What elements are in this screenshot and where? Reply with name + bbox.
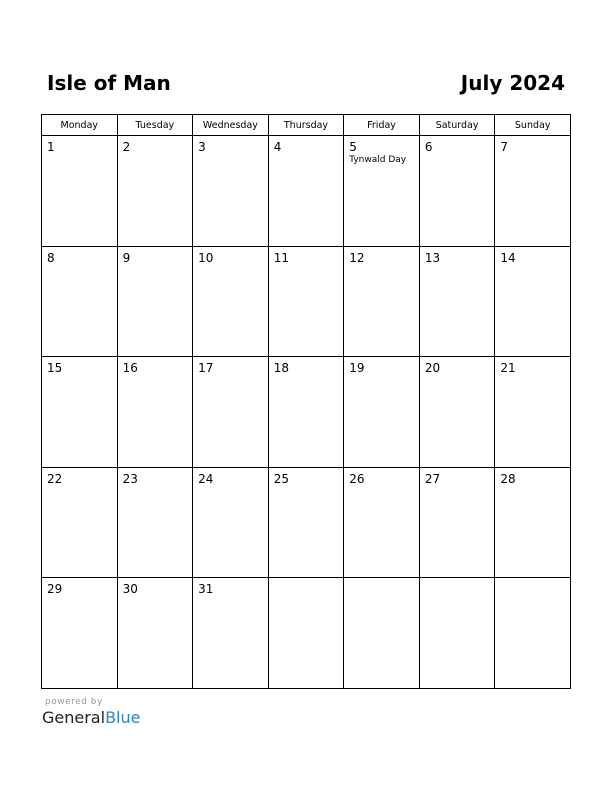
- day-number: 23: [122, 471, 138, 486]
- week-row-2: [42, 246, 571, 357]
- day-number: 2: [122, 140, 131, 154]
- weekday-thursday: Thursday: [268, 115, 344, 136]
- weekday-header-row: [42, 115, 571, 136]
- day-number: 18: [273, 361, 289, 376]
- day-cell: [193, 467, 269, 578]
- day-cell: [495, 136, 571, 247]
- day-cell: [42, 467, 118, 578]
- weekday-sunday: Sunday: [495, 115, 571, 136]
- week-row-1: [42, 136, 571, 247]
- day-number: 10: [198, 250, 214, 265]
- day-cell: [193, 246, 269, 357]
- day-cell: [117, 246, 193, 357]
- weekday-friday: Friday: [344, 115, 420, 136]
- empty-day-cell: [419, 578, 495, 689]
- day-cell: [268, 136, 344, 247]
- day-number: 28: [500, 471, 516, 486]
- day-cell: [344, 246, 420, 357]
- day-cell: [344, 467, 420, 578]
- brand-text-blue: Blue: [105, 708, 141, 727]
- day-cell: [117, 467, 193, 578]
- day-number: 29: [47, 582, 63, 597]
- weekday-monday: Monday: [42, 115, 118, 136]
- calendar-grid: [41, 114, 571, 689]
- empty-day-cell: [268, 578, 344, 689]
- week-row-3: [42, 357, 571, 468]
- week-row-4: [42, 467, 571, 578]
- calendar-month-title: July 2024: [460, 71, 565, 95]
- day-cell: [117, 136, 193, 247]
- weekday-saturday: Saturday: [419, 115, 495, 136]
- day-cell: [42, 246, 118, 357]
- day-number: 12: [349, 250, 365, 265]
- day-cell: [495, 467, 571, 578]
- day-cell: [495, 357, 571, 468]
- powered-by-label: powered by: [45, 697, 103, 707]
- day-number: 6: [424, 140, 433, 154]
- day-number: 26: [349, 471, 365, 486]
- day-cell: [344, 357, 420, 468]
- empty-day-cell: [495, 578, 571, 689]
- day-number: 15: [47, 361, 63, 376]
- day-cell: [42, 578, 118, 689]
- weekday-tuesday: Tuesday: [117, 115, 193, 136]
- day-number: 17: [198, 361, 214, 376]
- day-number: 3: [198, 140, 206, 154]
- day-cell: [495, 246, 571, 357]
- day-number: 4: [273, 140, 282, 154]
- day-cell: [268, 357, 344, 468]
- brand-text-general: General: [42, 708, 106, 727]
- day-number: 31: [198, 582, 214, 597]
- day-number: 22: [47, 471, 63, 486]
- holiday-label: Tynwald Day: [349, 155, 407, 165]
- day-number: 30: [122, 582, 138, 597]
- day-cell: [193, 578, 269, 689]
- empty-day-cell: [344, 578, 420, 689]
- weekday-wednesday: Wednesday: [193, 115, 269, 136]
- day-cell: [268, 467, 344, 578]
- day-cell: [268, 246, 344, 357]
- day-number: 21: [500, 361, 516, 376]
- day-number: 24: [198, 471, 214, 486]
- day-number: 5: [349, 140, 357, 154]
- day-cell: [42, 136, 118, 247]
- day-cell: [419, 357, 495, 468]
- day-cell: [117, 578, 193, 689]
- day-number: 25: [273, 471, 289, 486]
- day-number: 16: [122, 361, 138, 376]
- day-number: 13: [424, 250, 441, 265]
- day-number: 11: [273, 250, 289, 265]
- day-number: 20: [424, 361, 441, 376]
- day-number: 19: [349, 361, 365, 376]
- day-cell: [117, 357, 193, 468]
- day-cell: [344, 136, 420, 247]
- calendar-country-title: Isle of Man: [47, 71, 171, 95]
- week-row-5: [42, 578, 571, 689]
- day-number: 9: [122, 250, 131, 265]
- day-number: 8: [47, 250, 55, 265]
- day-cell: [193, 357, 269, 468]
- day-number: 27: [424, 471, 441, 486]
- day-number: 7: [500, 140, 509, 154]
- day-cell: [419, 136, 495, 247]
- day-cell: [193, 136, 269, 247]
- day-number: 14: [500, 250, 516, 265]
- generalblue-logo[interactable]: [42, 708, 140, 728]
- day-number: 1: [47, 140, 55, 154]
- day-cell: [419, 467, 495, 578]
- day-cell: [419, 246, 495, 357]
- day-cell: [42, 357, 118, 468]
